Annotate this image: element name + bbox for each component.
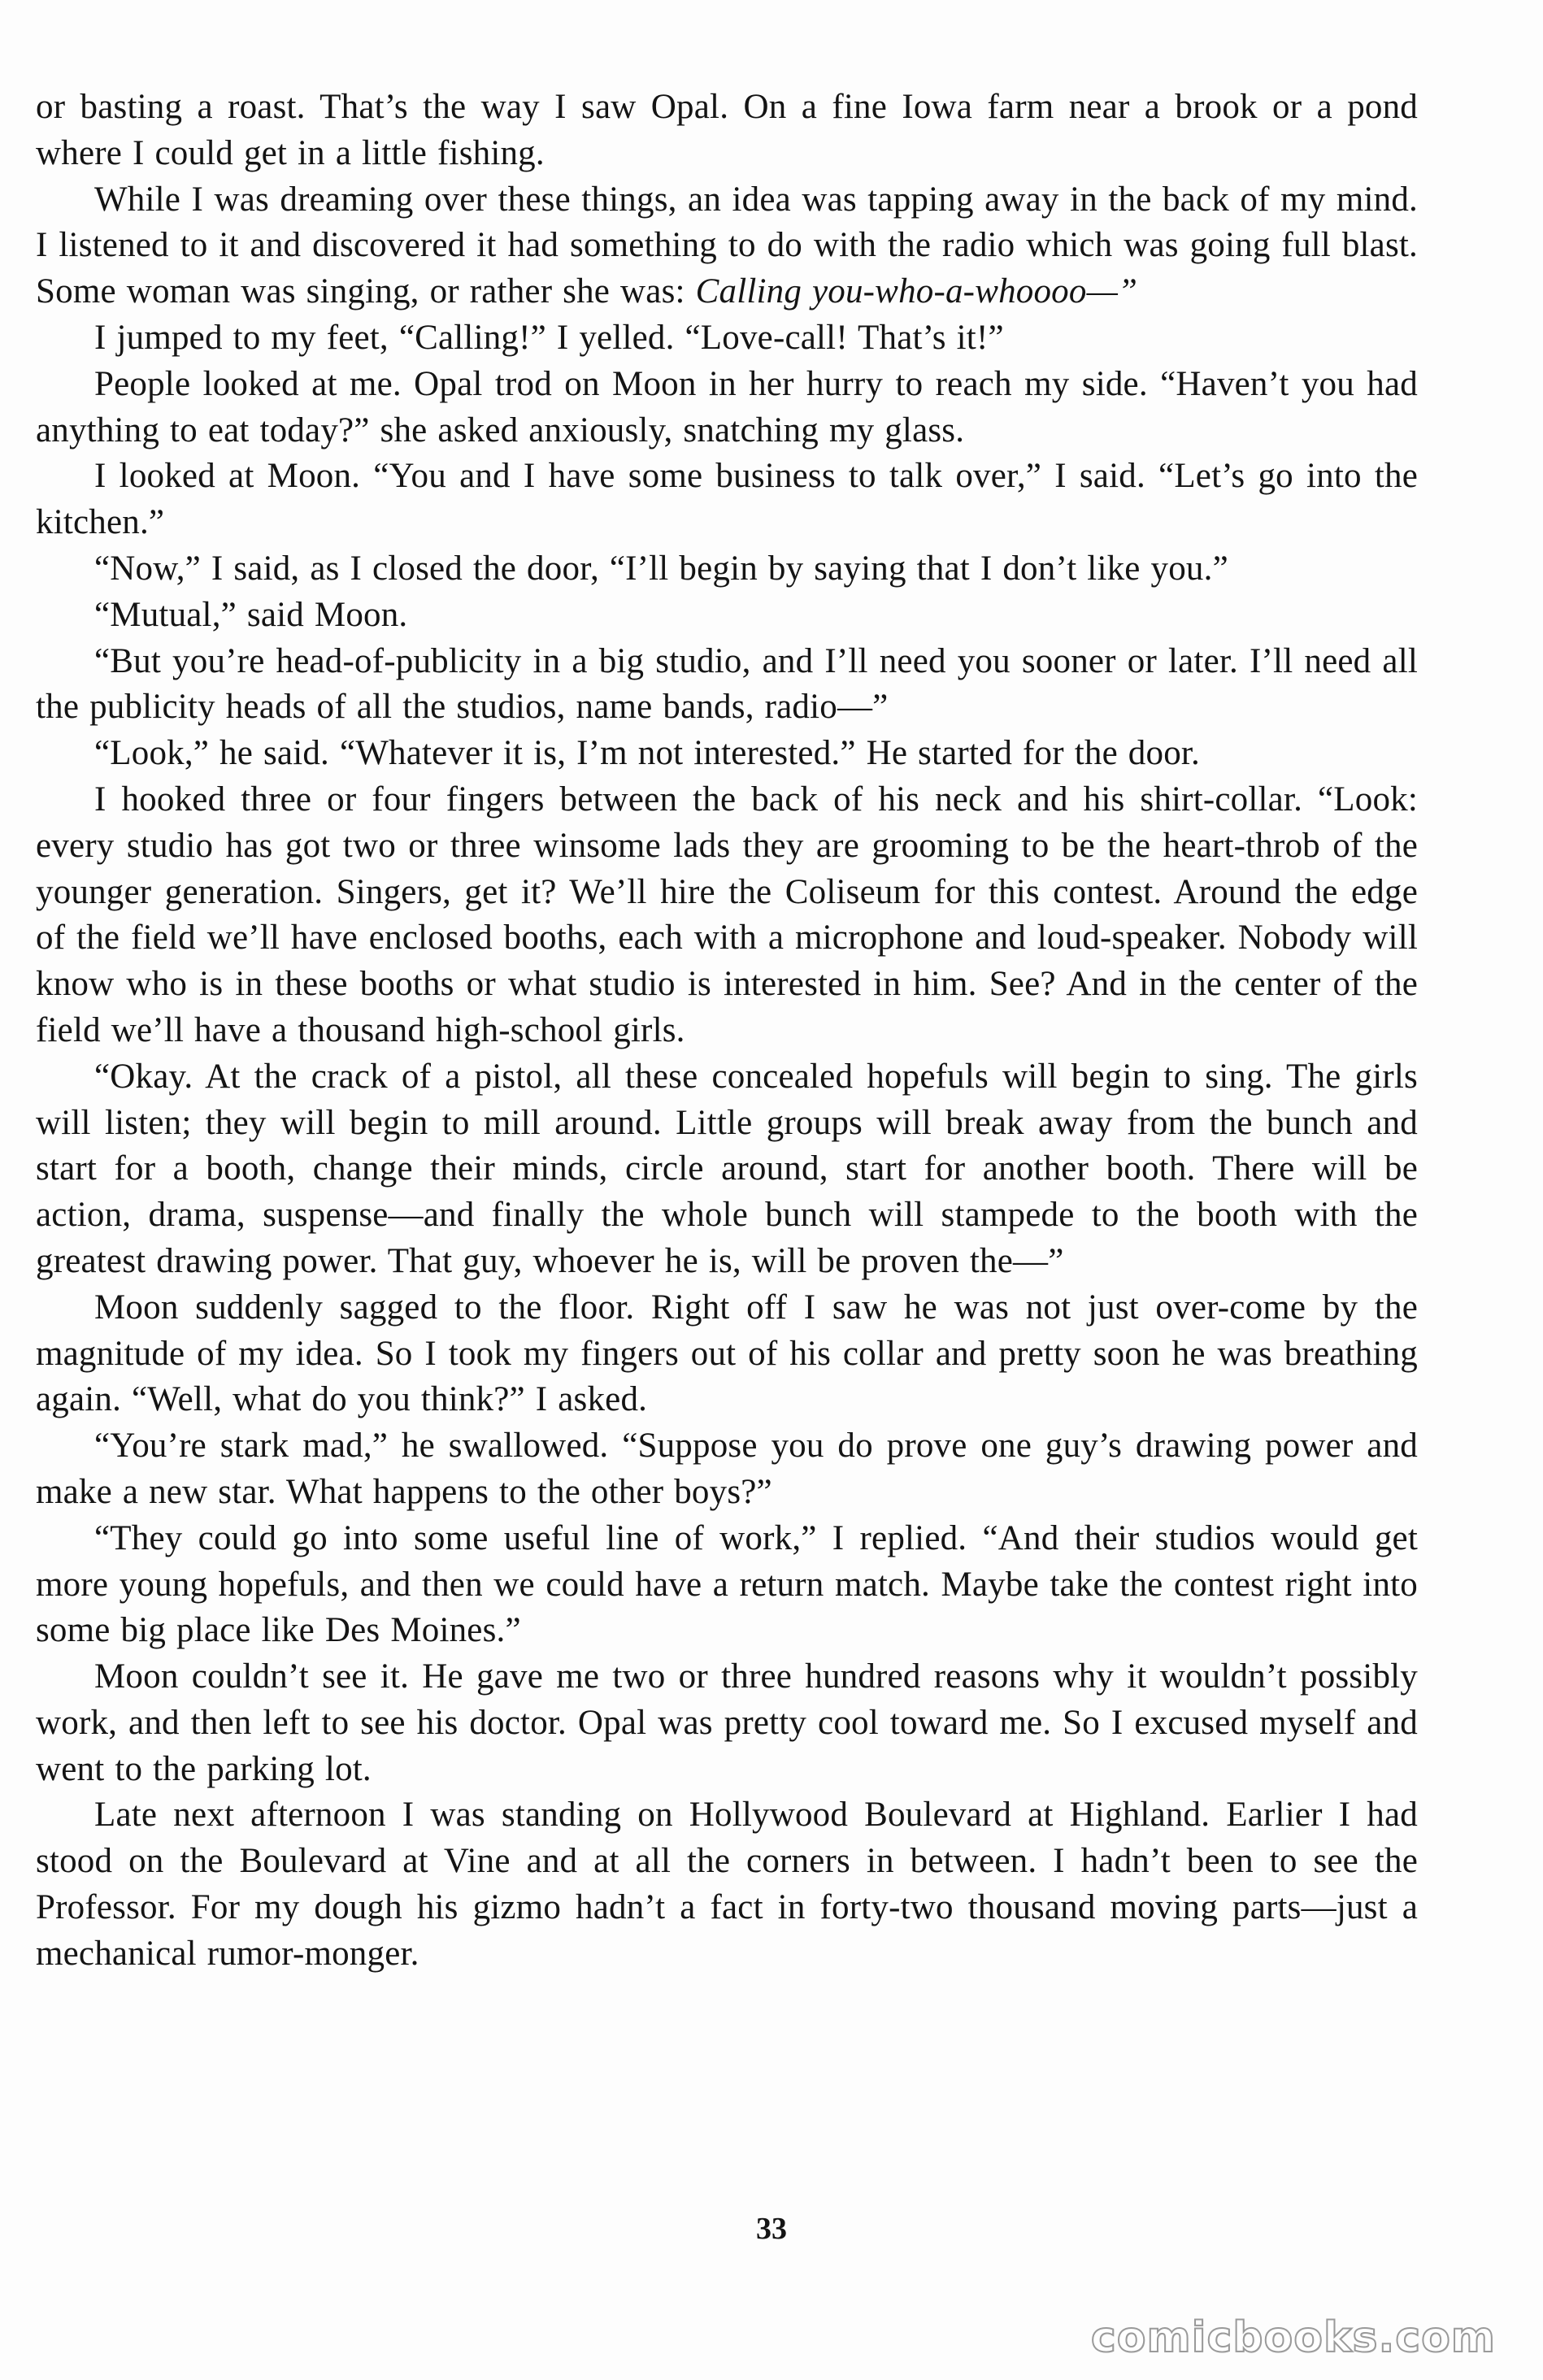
paragraph-2-text: While I was dreaming over these things, an idea was tapping away in the back of my mind. I listened to it and discovered it had something to do with the radio which was going full blast. Some woman was singing, or rather she was: <box>36 180 1418 311</box>
paragraph-9: “Look,” he said. “Whatever it is, I’m not interested.” He started for the door. <box>94 734 1200 773</box>
body-text <box>36 85 1418 1978</box>
paragraph-12: Moon suddenly sagged to the floor. Right off I saw he was not just over-come by the magnitude of my idea. So I took my fingers out of his collar and pretty soon he was breathing again. “Well, what do you think?” I asked. <box>36 1288 1418 1419</box>
paragraph-2-song-lyric: Calling you-who-a-whoooo—” <box>695 272 1138 311</box>
paragraph-11: “Okay. At the crack of a pistol, all these concealed hopefuls will begin to sing. The girls will listen; they will begin to mill around. Little groups will break away from the bunch and start for a booth, change their minds, circle around, start for another booth. There will be action, drama, suspense—and finally the whole bunch will stampede to the booth with the greatest drawing power. That guy, whoever he is, will be proven the—” <box>36 1057 1418 1280</box>
paragraph-7: “Mutual,” said Moon. <box>94 595 408 634</box>
paragraph-4: People looked at me. Opal trod on Moon in her hurry to reach my side. “Haven’t you had anything to eat today?” she asked anxiously, snatching my glass. <box>36 364 1418 450</box>
paragraph-15: Moon couldn’t see it. He gave me two or three hundred reasons why it wouldn’t possibly work, and then left to see his doctor. Opal was pretty cool toward me. So I excused myself and went to the parking lot. <box>36 1657 1418 1788</box>
paragraph-8: “But you’re head-of-publicity in a big studio, and I’ll need you sooner or later. I’ll need all the publicity heads of all the studios, name bands, radio—” <box>36 641 1418 727</box>
paragraph-3: I jumped to my feet, “Calling!” I yelled. “Love-call! That’s it!” <box>94 318 1004 357</box>
paragraph-13: “You’re stark mad,” he swallowed. “Suppose you do prove one guy’s drawing power and make a new star. What happens to the other boys?” <box>36 1427 1418 1511</box>
paragraph-1: or basting a roast. That’s the way I saw Opal. On a fine Iowa farm near a brook or a pond where I could get in a little fishing. <box>36 88 1418 172</box>
page-number: 33 <box>756 2212 787 2246</box>
paragraph-14: “They could go into some useful line of work,” I replied. “And their studios would get more young hopefuls, and then we could have a return match. Maybe take the contest right into some big place like Des Moines.” <box>36 1518 1418 1650</box>
paragraph-6: “Now,” I said, as I closed the door, “I’ll begin by saying that I don’t like you.” <box>94 549 1228 588</box>
paragraph-2 <box>36 177 1418 315</box>
paragraph-10: I hooked three or four fingers between the back of his neck and his shirt-collar. “Look: every studio has got two or three winsome lads they are grooming to be the heart-throb of the younger generation. Singers, get it? We’ll hire the Coliseum for this contest. Around the edge of the field we’ll have enclosed booths, each with a microphone and loud-speaker. Nobody will know who is in these booths or what studio is interested in him. See? And in the center of the field we’ll have a thousand high-school girls. <box>36 780 1418 1049</box>
paragraph-16: Late next afternoon I was standing on Hollywood Boulevard at Highland. Earlier I had stood on the Boulevard at Vine and at all the corners in between. I hadn’t been to see the Professor. For my dough his gizmo hadn’t a fact in forty-two thousand moving parts—just a mechanical rumor-monger. <box>36 1796 1418 1973</box>
site-watermark: comicbooks.com <box>1090 2313 1496 2362</box>
paragraph-5: I looked at Moon. “You and I have some business to talk over,” I said. “Let’s go into the kitchen.” <box>36 457 1418 542</box>
